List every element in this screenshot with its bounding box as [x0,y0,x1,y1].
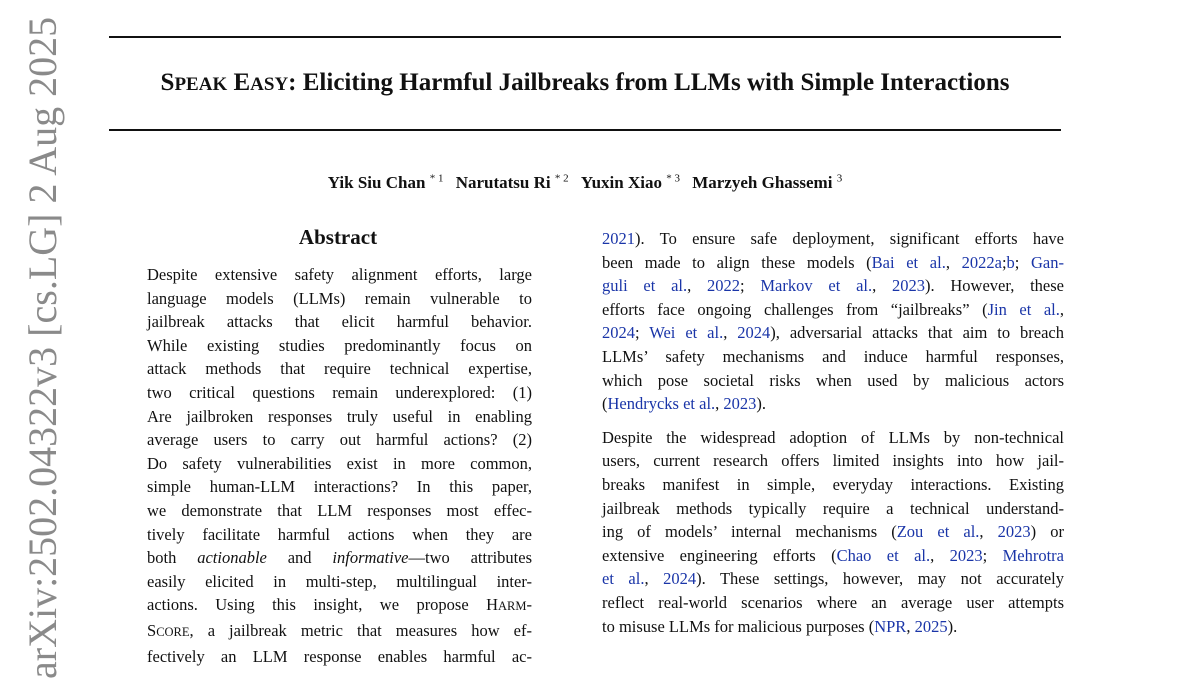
text-line: easily elicited in multi-step, multilingual inter- [147,571,532,591]
paper-title: SPEAK EASY: Eliciting Harmful Jailbreaks from LLMs with Simple Interactions [160,69,1010,96]
citation-link[interactable]: 2024 [737,323,771,343]
text-line: simple human-LLM interactions? In this paper, [147,477,532,497]
citation-link[interactable]: 2022a [961,252,1002,272]
text-line: we demonstrate that LLM responses most effec- [147,500,532,520]
citation-link[interactable]: Chao et al. [836,545,931,565]
text-line: ing of models’ internal mechanisms (Zou et al., 2023) or [602,522,1064,542]
text-line: which pose societal risks when used by malicious actors [602,370,1064,390]
intro-text [602,227,1064,638]
text-line: actions. Using this insight, we propose HARM- [147,595,532,615]
text-line: jailbreak methods typically require a technical understand- [602,498,1064,518]
text-line: Do safety vulnerabilities exist in more common, [147,453,532,473]
text-line: et al., 2024). These settings, however, may not accurately [602,569,1064,589]
text-line: fectively an LLM response enables harmful ac- [147,646,532,666]
text-line: 2024; Wei et al., 2024), adversarial attacks that aim to breach [602,323,1064,343]
citation-link[interactable]: Zou et al. [896,522,980,542]
citation-link[interactable]: Jin et al. [987,299,1060,319]
citation-link[interactable]: 2021 [602,229,635,248]
citation-link[interactable]: Hendrycks et al. [607,394,716,414]
citation-link[interactable]: guli et al. [602,276,688,296]
text-line: Despite extensive safety alignment efforts, large [147,265,532,284]
citation-link[interactable]: Bai et al. [871,252,946,272]
citation-link[interactable]: Gan- [1031,252,1064,272]
citation-link[interactable]: 2023 [997,522,1031,542]
citation-link[interactable]: 2023 [723,394,757,414]
abstract-heading: Abstract [298,225,378,249]
citation-link[interactable]: 2023 [949,545,983,565]
text-line: LLMs’ safety mechanisms and induce harmful responses, [602,346,1064,366]
citation-link[interactable]: Wei et al. [649,323,724,343]
citation-link[interactable]: NPR [874,616,907,636]
text-line: While existing studies predominantly focus on [147,335,532,355]
text-line: two critical questions remain underexplored: (1) [147,382,532,402]
text-line: guli et al., 2022; Markov et al., 2023). However, these [602,276,1064,296]
citation-link[interactable]: 2023 [892,276,925,296]
citation-link[interactable]: 2024 [602,323,635,343]
text-line: Are jailbroken responses truly useful in enabling [147,406,532,426]
citation-link[interactable]: 2025 [914,616,948,636]
title-top-rule [109,36,1061,38]
abstract-text [147,263,532,666]
author: Marzyeh Ghassemi $^3$ [692,172,843,192]
text-line: SCORE, a jailbreak metric that measures how ef- [147,620,532,640]
text-line: tively facilitate harmful actions when they are [147,524,532,544]
title-bottom-rule [109,129,1061,131]
citation-link[interactable]: b [1006,252,1015,272]
text-line: been made to align these models (Bai et al., 2022a;b; Gan- [602,252,1064,272]
citation-link[interactable]: et al. [602,569,645,589]
text-line: 2021). To ensure safe deployment, significant efforts have [602,229,1064,248]
text-line: users, current research offers limited insights into how jail- [602,451,1064,471]
text-line: to misuse LLMs for malicious purposes (NPR, 2025). [602,616,958,636]
text-line: Despite the widespread adoption of LLMs by non-technical [602,427,1064,447]
author: Yuxin Xiao $^{* 3}$ [580,172,680,192]
text-line: both actionable and informative—two attributes [147,548,532,568]
text-line: extensive engineering efforts (Chao et al., 2023; Mehrotra [602,545,1065,565]
text-line: (Hendrycks et al., 2023). [602,394,767,414]
text-line: breaks manifest in simple, everyday interactions. Existing [602,474,1064,494]
text-line: reflect real-world scenarios where an average user attempts [602,592,1064,612]
citation-link[interactable]: Mehrotra [1002,545,1065,565]
text-line: jailbreak attacks that elicit harmful behavior. [147,312,532,332]
text-line: efforts face ongoing challenges from “jailbreaks” (Jin et al., [602,299,1064,319]
text-line: attack methods that require technical expertise, [147,359,532,379]
text-line: language models (LLMs) remain vulnerable to [147,288,532,308]
citation-link[interactable]: 2024 [663,569,697,589]
author: Narutatsu Ri $^{* 2}$ [455,172,569,192]
arxiv-sidebar-stamp: arXiv:2502.04322v3 [cs.LG] 2 Aug 2025 [20,16,65,679]
citation-link[interactable]: 2022 [707,276,741,296]
author: Yik Siu Chan $^{* 1}$ [327,172,444,192]
text-line: average users to carry out harmful actions? (2) [147,430,532,450]
paragraph-gap [602,416,1064,426]
citation-link[interactable]: Markov et al. [760,276,873,296]
author-list [109,172,1061,193]
